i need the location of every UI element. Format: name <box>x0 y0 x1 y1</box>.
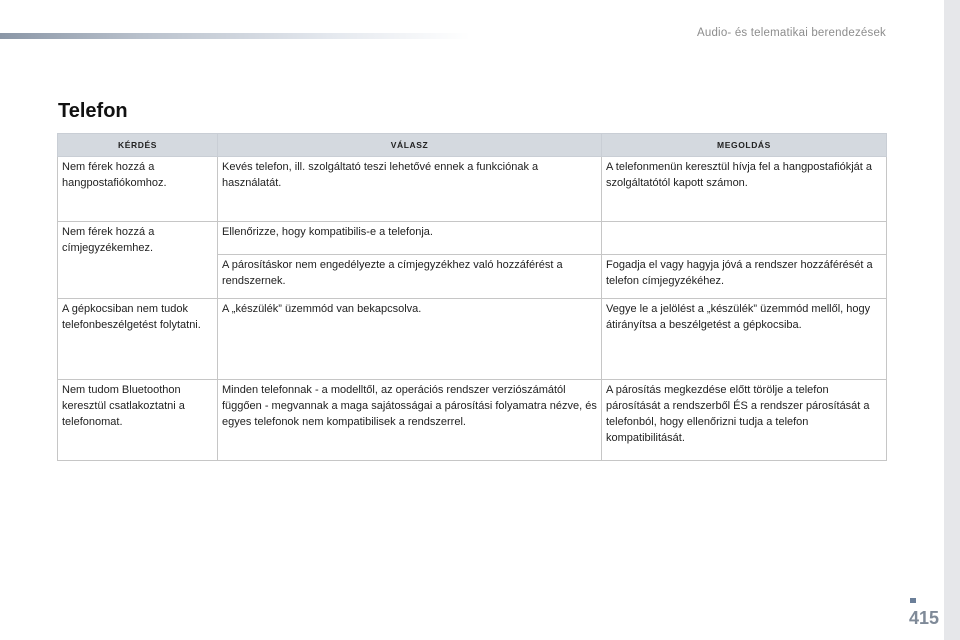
column-header-question: KÉRDÉS <box>58 134 218 157</box>
solution-cell: Fogadja el vagy hagyja jóvá a rendszer hozzáférését a telefon címjegyzékéhez. <box>602 255 887 299</box>
answer-cell: Kevés telefon, ill. szolgáltató teszi lehetővé ennek a funkciónak a használatát. <box>218 157 602 222</box>
table-row <box>58 380 887 461</box>
table-row <box>58 157 887 222</box>
solution-cell: Vegye le a jelölést a „készülék” üzemmód mellől, hogy átirányítsa a beszélgetést a gépkocsiba. <box>602 299 887 380</box>
header-accent-bar <box>0 33 470 39</box>
question-cell: Nem tudom Bluetoothon keresztül csatlakoztatni a telefonomat. <box>58 380 218 461</box>
table-row <box>58 299 887 380</box>
table-header-row <box>58 134 887 157</box>
answer-cell: Ellenőrizze, hogy kompatibilis-e a telefonja. <box>218 222 602 255</box>
question-cell: Nem férek hozzá a címjegyzékemhez. <box>58 222 218 299</box>
question-cell: Nem férek hozzá a hangpostafiókomhoz. <box>58 157 218 222</box>
solution-cell: A telefonmenün keresztül hívja fel a hangpostafiókját a szolgáltatótól kapott számon. <box>602 157 887 222</box>
answer-cell: A párosításkor nem engedélyezte a címjegyzékhez való hozzáférést a rendszernek. <box>218 255 602 299</box>
page-title: Telefon <box>58 100 128 122</box>
solution-cell <box>602 222 887 255</box>
page-edge-strip <box>944 0 960 640</box>
column-header-solution: MEGOLDÁS <box>602 134 887 157</box>
question-cell: A gépkocsiban nem tudok telefonbeszélgetést folytatni. <box>58 299 218 380</box>
table-row <box>58 222 887 255</box>
page-number: 415 <box>908 608 939 628</box>
column-header-answer: VÁLASZ <box>218 134 602 157</box>
page-marker-dot <box>910 598 916 603</box>
section-title: Audio- és telematikai berendezések <box>697 27 886 39</box>
answer-cell: A „készülék” üzemmód van bekapcsolva. <box>218 299 602 380</box>
solution-cell: A párosítás megkezdése előtt törölje a telefon párosítását a rendszerből ÉS a rendszer párosítását a telefonból, hogy ellenőrizni tudja a telefon kompatibilitását. <box>602 380 887 461</box>
answer-cell: Minden telefonnak - a modelltől, az operációs rendszer verziószámától függően - megvannak a maga sajátosságai a párosítási folyamatra nézve, és egyes telefonok nem kompatibilisek a rendszerrel. <box>218 380 602 461</box>
troubleshooting-table <box>57 133 887 461</box>
